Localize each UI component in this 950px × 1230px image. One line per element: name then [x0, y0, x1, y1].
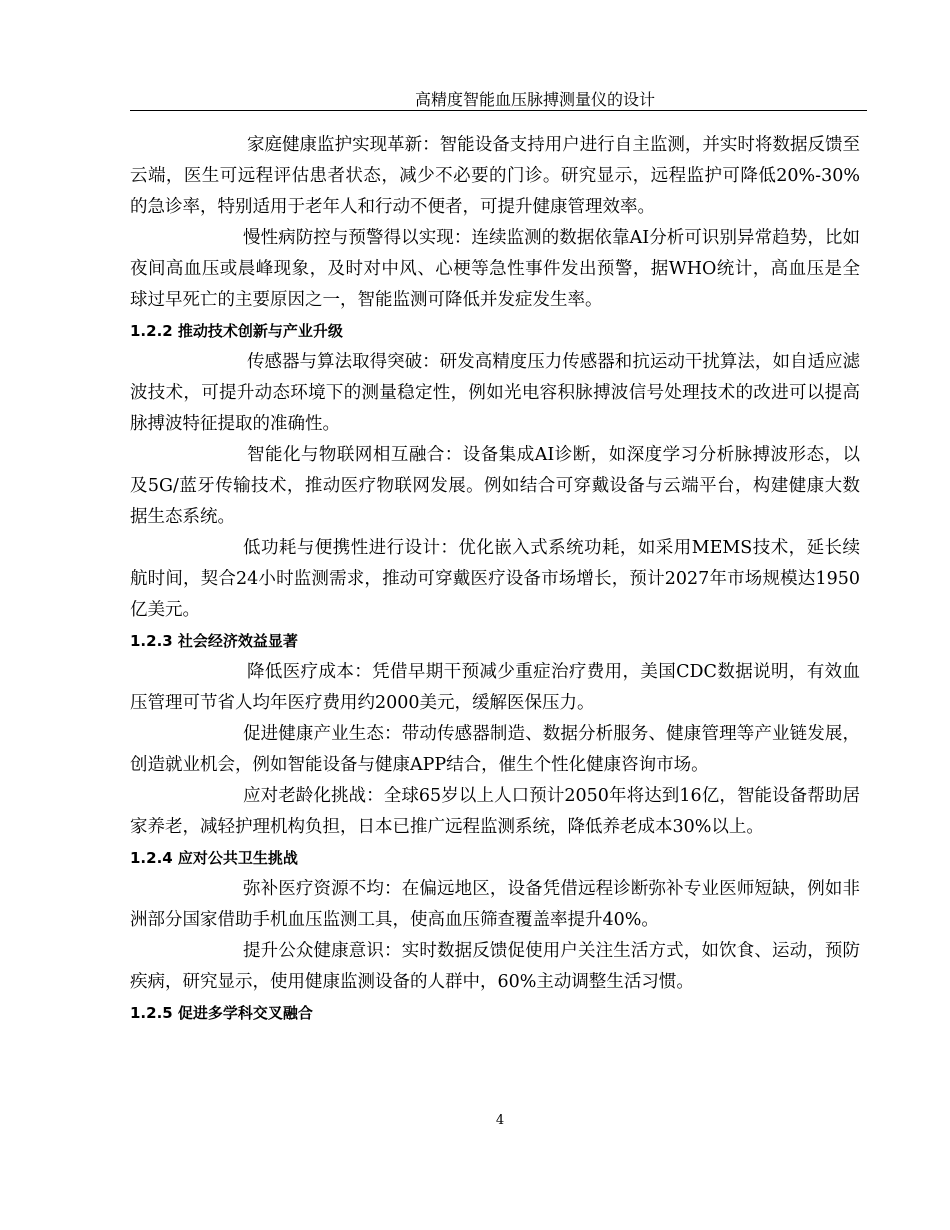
paragraph-resource-gap: 弥补医疗资源不均：在偏远地区，设备凭借远程诊断弥补专业医师短缺，例如非洲部分国家借助手机血压监测工具，使高血压筛查覆盖率提升40%。: [130, 879, 860, 930]
paragraph-industry-ecosystem: 促进健康产业生态：带动传感器制造、数据分析服务、健康管理等产业链发展，创造就业机会，例如智能设备与健康APP结合，催生个性化健康咨询市场。: [130, 724, 860, 775]
paragraph-aging-challenge: 应对老龄化挑战：全球65岁以上人口预计2050年将达到16亿，智能设备帮助居家养老，减轻护理机构负担，日本已推广远程监测系统，降低养老成本30%以上。: [130, 786, 860, 837]
section-heading-1-2-2: 1.2.2 推动技术创新与产业升级: [130, 322, 343, 340]
paragraph-iot-integration: 智能化与物联网相互融合：设备集成AI诊断，如深度学习分析脉搏波形态，以及5G/蓝牙传输技术，推动医疗物联网发展。例如结合可穿戴设备与云端平台，构建健康大数据生态系统。: [130, 445, 860, 527]
section-heading-1-2-5: 1.2.5 促进多学科交叉融合: [130, 1004, 313, 1022]
paragraph-low-power: 低功耗与便携性进行设计：优化嵌入式系统功耗，如采用MEMS技术，延长续航时间，契合24小时监测需求，推动可穿戴医疗设备市场增长，预计2027年市场规模达1950亿美元。: [130, 538, 860, 620]
document-body: [130, 130, 860, 1029]
paragraph-health-awareness: 提升公众健康意识：实时数据反馈促使用户关注生活方式，如饮食、运动，预防疾病，研究显示，使用健康监测设备的人群中，60%主动调整生活习惯。: [130, 941, 860, 992]
paragraph-sensors-algorithms: 传感器与算法取得突破：研发高精度压力传感器和抗运动干扰算法，如自适应滤波技术，可提升动态环境下的测量稳定性，例如光电容积脉搏波信号处理技术的改进可以提高脉搏波特征提取的准确性。: [130, 352, 860, 434]
page-header: [130, 90, 867, 111]
paragraph-reduce-cost: 降低医疗成本：凭借早期干预减少重症治疗费用，美国CDC数据说明，有效血压管理可节省人均年医疗费用约2000美元，缓解医保压力。: [130, 662, 860, 713]
section-heading-1-2-3: 1.2.3 社会经济效益显著: [130, 632, 298, 650]
paragraph-chronic-disease: 慢性病防控与预警得以实现：连续监测的数据依靠AI分析可识别异常趋势，比如夜间高血压或晨峰现象，及时对中风、心梗等急性事件发出预警，据WHO统计，高血压是全球过早死亡的主要原因之一，智能监测可降低并发症发生率。: [130, 228, 860, 310]
paragraph-home-monitoring: 家庭健康监护实现革新：智能设备支持用户进行自主监测，并实时将数据反馈至云端，医生可远程评估患者状态，减少不必要的门诊。研究显示，远程监护可降低20%-30%的急诊率，特别适用于老年人和行动不便者，可提升健康管理效率。: [130, 135, 860, 217]
header-title: 高精度智能血压脉搏测量仪的设计: [415, 90, 656, 109]
section-heading-1-2-4: 1.2.4 应对公共卫生挑战: [130, 849, 298, 867]
page-number: 4: [495, 1113, 505, 1128]
